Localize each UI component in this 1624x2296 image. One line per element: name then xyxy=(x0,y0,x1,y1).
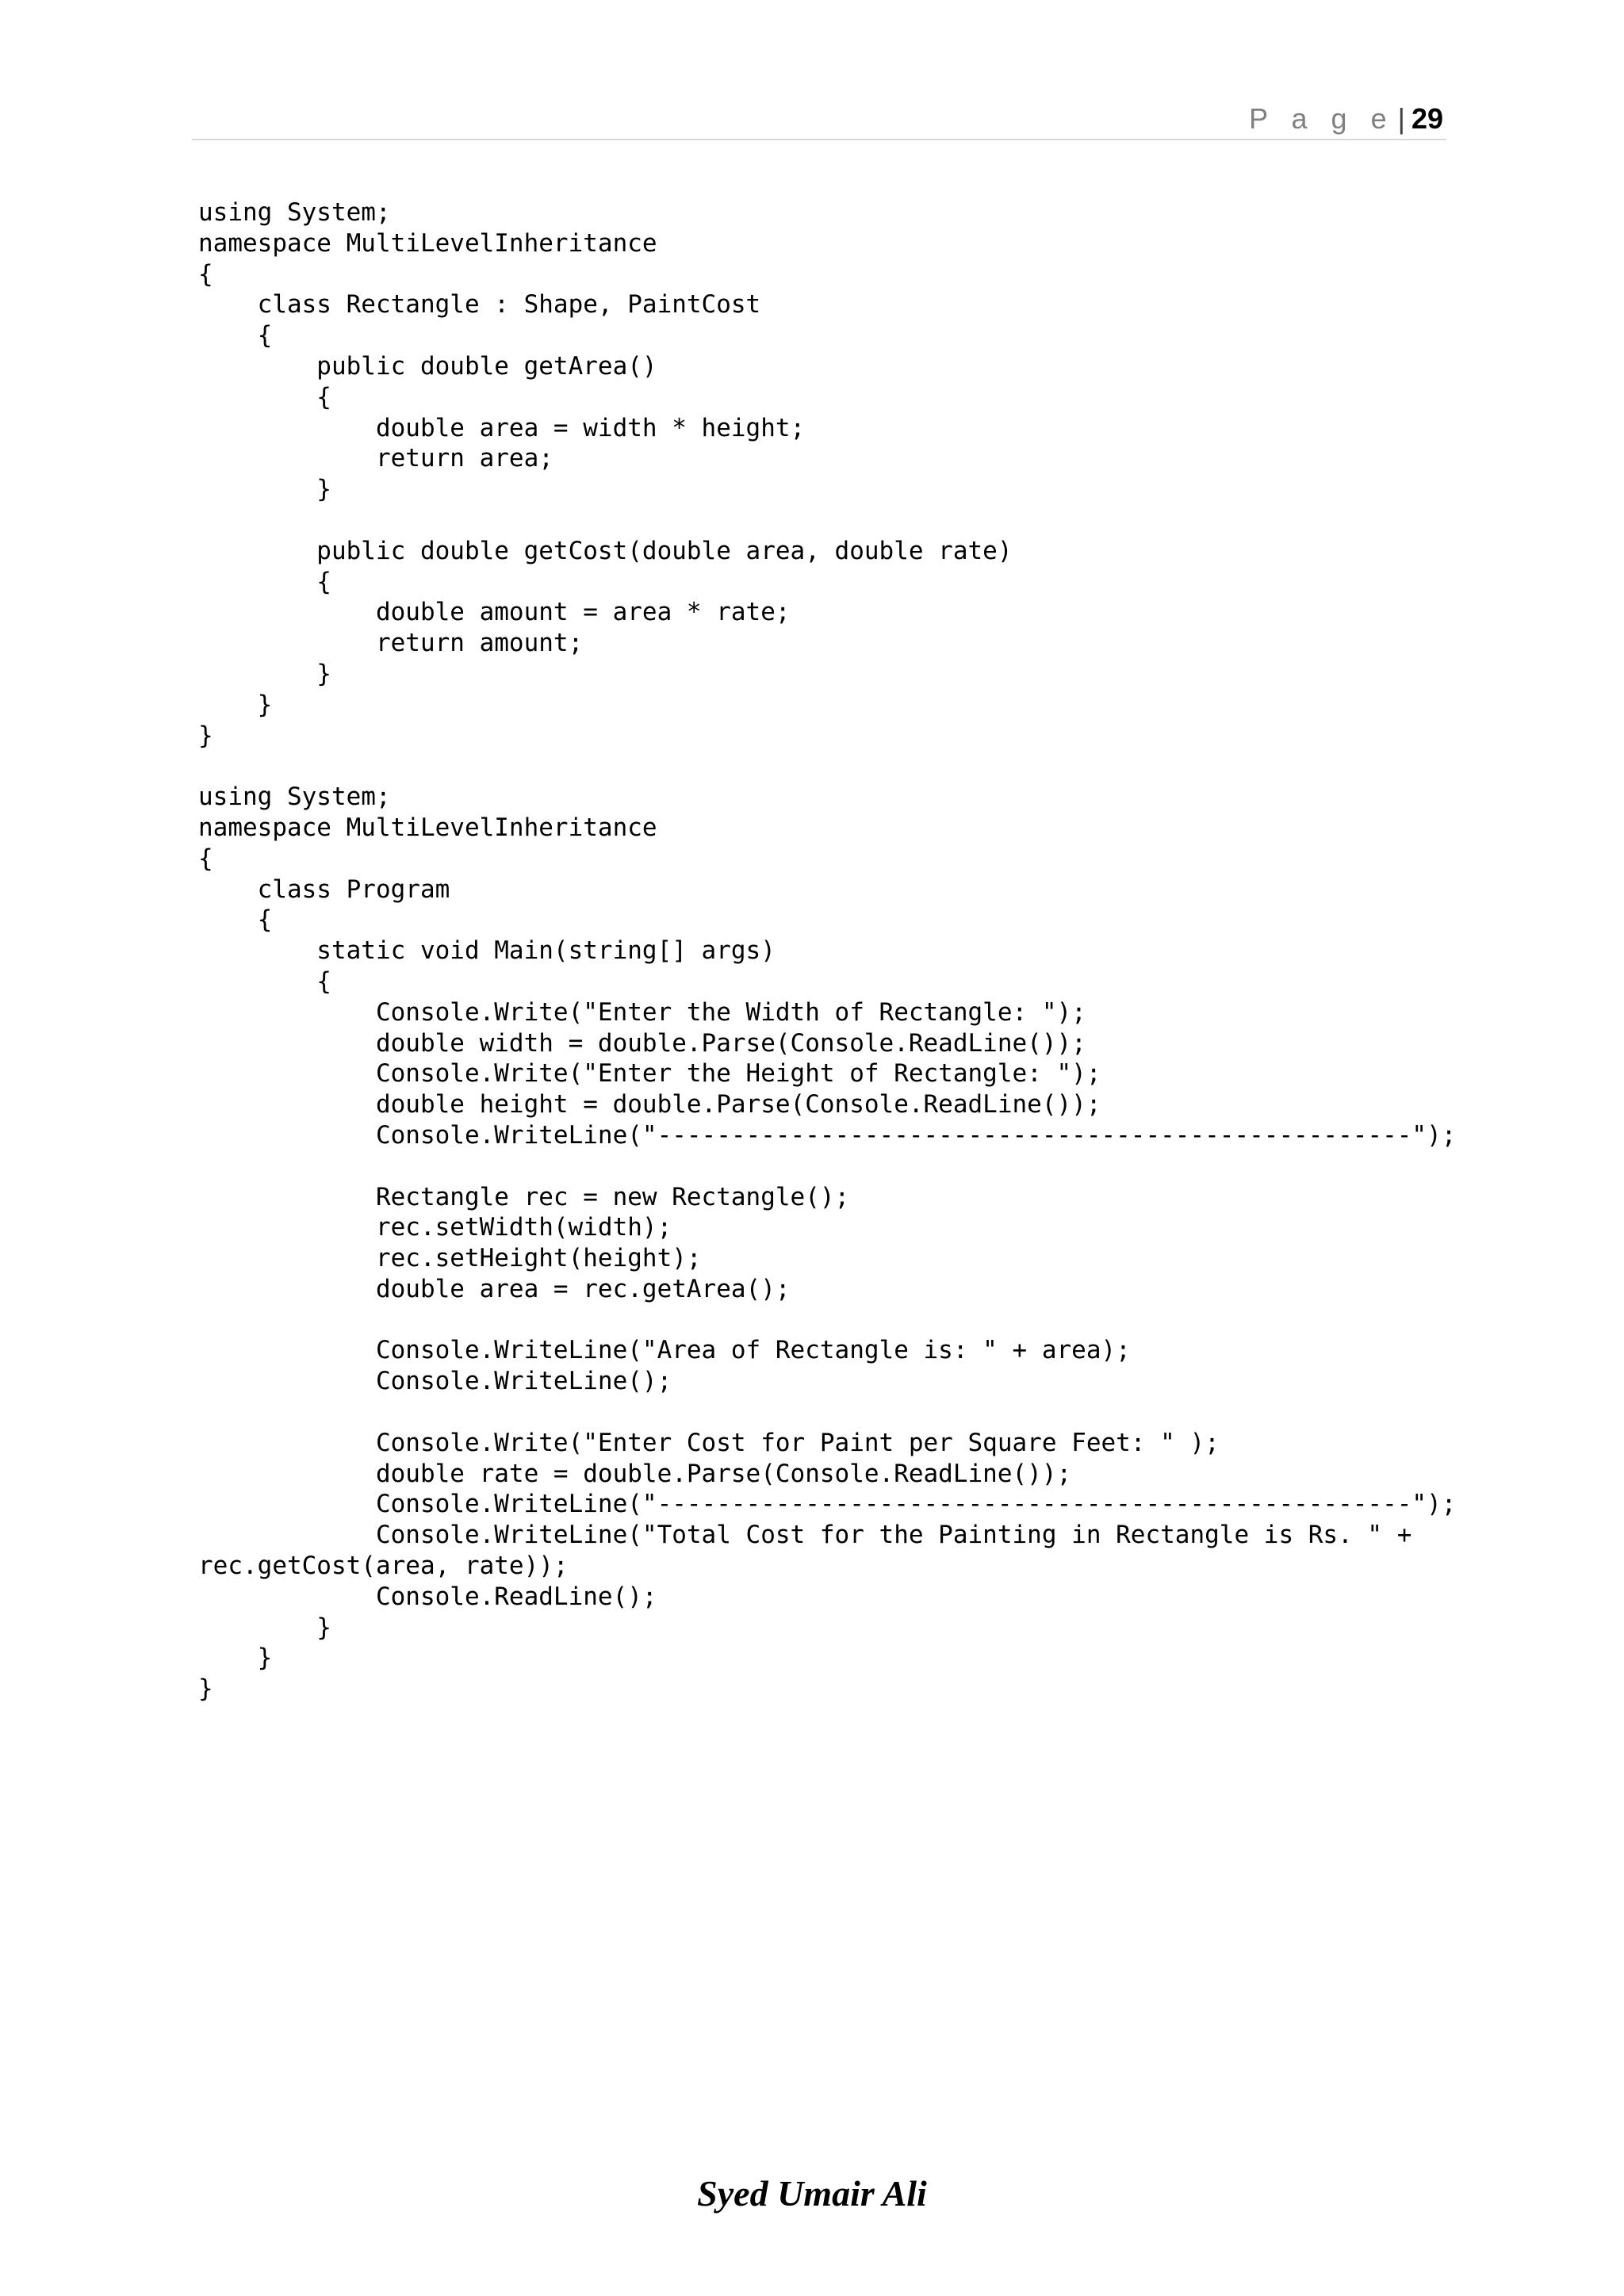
code-line: rec.setHeight(height); xyxy=(198,1244,702,1273)
code-line: } xyxy=(198,475,331,504)
code-line: Rectangle rec = new Rectangle(); xyxy=(198,1182,850,1211)
page-number: 29 xyxy=(1411,102,1443,135)
code-line: } xyxy=(198,1644,273,1673)
code-line xyxy=(198,505,1456,536)
code-line xyxy=(198,751,1456,782)
code-line: rec.getCost(area, rate)); xyxy=(198,1552,569,1581)
code-line: { xyxy=(198,905,273,935)
code-line: { xyxy=(198,966,331,996)
code-line: return area; xyxy=(198,444,553,473)
code-line xyxy=(198,1397,1456,1428)
code-line: Console.ReadLine(); xyxy=(198,1582,657,1611)
code-line: double width = double.Parse(Console.ReadLine()); xyxy=(198,1028,1086,1058)
code-line: Console.WriteLine("Total Cost for the Painting in Rectangle is Rs. " + xyxy=(198,1521,1412,1550)
code-line: public double getArea() xyxy=(198,351,657,381)
code-line: Console.Write("Enter Cost for Paint per Square Feet: " ); xyxy=(198,1428,1220,1457)
code-line: Console.WriteLine("---------------------------------------------------"); xyxy=(198,1490,1457,1519)
code-line: using System; xyxy=(198,783,391,812)
code-line: { xyxy=(198,259,213,289)
code-listing xyxy=(198,197,1456,1705)
code-line: public double getCost(double area, double rate) xyxy=(198,536,1013,565)
code-line: namespace MultiLevelInheritance xyxy=(198,813,657,842)
code-line: class Program xyxy=(198,874,450,904)
code-line xyxy=(198,1305,1456,1336)
code-line: } xyxy=(198,721,213,750)
code-line: { xyxy=(198,567,331,596)
code-line: Console.Write("Enter the Width of Rectangle: "); xyxy=(198,997,1086,1027)
header-divider xyxy=(192,139,1446,140)
code-line: { xyxy=(198,321,273,350)
code-line: } xyxy=(198,690,273,719)
code-line: rec.setWidth(width); xyxy=(198,1213,672,1242)
page-header xyxy=(1249,95,1443,143)
code-line: double rate = double.Parse(Console.ReadLine()); xyxy=(198,1459,1072,1488)
code-line: Console.WriteLine("---------------------------------------------------"); xyxy=(198,1120,1457,1150)
code-line: } xyxy=(198,1613,331,1642)
code-line: class Rectangle : Shape, PaintCost xyxy=(198,290,761,320)
code-line: { xyxy=(198,382,331,411)
code-line: } xyxy=(198,659,331,688)
code-line: double amount = area * rate; xyxy=(198,598,791,627)
code-line: double area = rec.getArea(); xyxy=(198,1274,791,1303)
code-line: return amount; xyxy=(198,629,584,658)
code-line: { xyxy=(198,844,213,873)
code-line: using System; xyxy=(198,198,391,227)
code-line: Console.Write("Enter the Height of Rectangle: "); xyxy=(198,1059,1101,1089)
code-line: Console.WriteLine("Area of Rectangle is: " + area); xyxy=(198,1336,1131,1365)
code-line: double height = double.Parse(Console.ReadLine()); xyxy=(198,1090,1101,1119)
footer-author: Syed Umair Ali xyxy=(697,2173,927,2214)
code-line: double area = width * height; xyxy=(198,413,806,442)
code-line: Console.WriteLine(); xyxy=(198,1367,672,1396)
code-line: static void Main(string[] args) xyxy=(198,936,776,966)
page-label: P a g e xyxy=(1249,102,1395,135)
code-line: } xyxy=(198,1674,213,1704)
code-line: namespace MultiLevelInheritance xyxy=(198,228,657,258)
code-line xyxy=(198,1151,1456,1182)
page-separator: | xyxy=(1397,102,1405,135)
